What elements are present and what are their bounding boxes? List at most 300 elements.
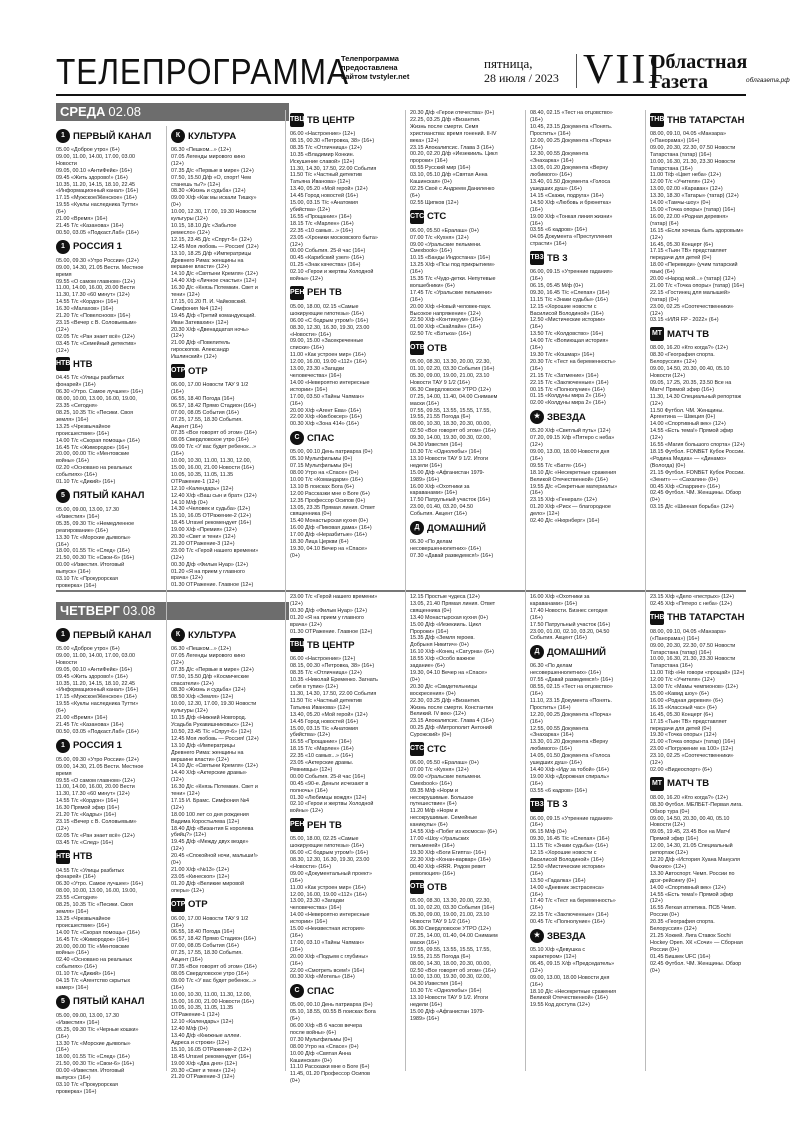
program-listing: 05.10, 18.55, 00.55 В поисках Бога (6+) (290, 1009, 376, 1023)
program-listing: 01.10 Т/с «Дикий» (16+) (56, 479, 116, 486)
program-listing: 10.00 Д/ф «Святая Анна Кашинская» (0+) (290, 1050, 352, 1064)
program-listing: 02.10 «Герои и жертвы Холодной войны» (12+) (290, 269, 374, 283)
channel-header (530, 928, 618, 944)
channel-name: КУЛЬТУРА (188, 130, 237, 142)
program-listing: 02.45 Футбол. ЧМ. Женщины. Обзор (0+) (650, 960, 742, 974)
program-listing: 01.25 «Знак качества» (16+) (290, 262, 361, 269)
program-listing: 12.00, 16.00, 19.00 «112» (16+) (290, 891, 367, 898)
program-listing: 17.00 «Шоу «Уральских пельменей» (16+) (410, 836, 469, 849)
program-listing: 21.50, 00.30 Т/с «Свои-6» (16+) (56, 555, 135, 562)
program-listing: 08.30 «География спорта. Белоруссия» (12+) (650, 352, 715, 366)
program-listing: 14.00 «Спортивный век» (12+) (650, 884, 726, 891)
program-listing: 23.05 «Кинескоп» (12+) (171, 873, 230, 880)
channel-name: СТС (427, 743, 447, 755)
channel-block (171, 363, 259, 589)
program-listing: 08.15, 00.30 «Петровка, 38» (16+) (290, 663, 375, 670)
program-listing: 09.05, 17.25, 20.35, 23.50 Все на Матч! Прямой эфир (16+) (650, 379, 732, 393)
program-listing: 13.40 Д/ф «Книжные аллеи. Адреса и строки» (12+) (171, 1033, 241, 1046)
channel-name: КУЛЬТУРА (188, 629, 237, 641)
program-listing: 20.00 «Народ мой...» (татар) (12+) (650, 276, 736, 283)
program-listing: 14.00 «Невероятно интересные истории» (16+) (290, 379, 370, 393)
program-listing: 07.55, 09.55, 13.55, 15.55, 17.55, 19.55, 21.55 Погода (6+) (410, 946, 491, 960)
program-listing: 19.30 Т/с «Кошмар» (16+) (530, 352, 595, 358)
program-listing: 07.50, 15.50 Д/ф «О, спорт! Чем станешь ты?» (12+) (171, 174, 251, 188)
program-listing: 20.00, 00.00 Т/с «Ментовские войны» (16+) (56, 451, 130, 465)
program-listing: 08.30 «Жизнь и судьба» (12+) (171, 687, 246, 694)
channel-logo-icon: ★ (530, 410, 544, 424)
program-listing: 17.15, 01.20 П. И. Чайковский. Симфония №4 (12+) (171, 298, 247, 312)
program-listing: 16.45, 05.30 Концерт (6+) (650, 711, 714, 718)
program-listing: 09.00, 15.00 «Засекреченные списки» (16+) (290, 338, 364, 352)
program-listing: 00.45 Х/ф «Спарринг» (16+) (650, 483, 721, 490)
program-listing: 21.20 ОТРажение-3 (12+) (171, 540, 235, 547)
column-rule (645, 110, 646, 1071)
program-listing: 01.20 Х/ф «Риск — благородное дело» (12+) (530, 504, 611, 518)
day-separator (56, 590, 746, 592)
program-listing: 09.00, 20.30, 22.30, 07.50 Новости Татарстана (татар) (16+) (650, 642, 736, 656)
program-listing: 12.15 «Хорошие новости с Василисой Володиной» (16+) (530, 850, 604, 863)
program-listing: 07.35 Д/с «Первые в мире» (12+) (171, 167, 254, 174)
program-listing: 19.55 «Куклы наследника Тутти» (6+) (56, 202, 139, 216)
program-listing: 23.00 Т/с «Герой нашего времени» (12+) (171, 547, 259, 561)
channel-name: ДОМАШНИЙ (427, 522, 486, 534)
channel-logo-icon: СТС (410, 742, 424, 756)
program-listing: 11.20 М/ф «Норм и несокрушимые. Семейные каникулы» (6+) (410, 808, 478, 829)
program-listing: 00.40 Х/ф «RRR. Рядом ревет революция» (16+) (410, 863, 486, 877)
program-listing: 21.00 «Точка опоры» (татар) (16+) (650, 739, 736, 746)
channel-logo-icon: ОТВ (410, 341, 424, 355)
program-listing: 00.50, 03.05 «Подкаст.Лаб» (16+) (56, 728, 139, 735)
program-listing: 16.45 Т/с «Жимородок» (16+) (56, 936, 130, 943)
program-listing: 14.05, 01.50 Документа «Голоса ушедших душ» (16+) (530, 753, 611, 767)
program-listing: 11.30, 14.30, 17.50, 22.00 События (290, 690, 377, 697)
channel-logo-icon: С (290, 984, 304, 998)
program-listing: 02.00 «Колдуны мира 2» (16+) (530, 400, 606, 407)
program-listing: 02.55 Щипков (12+) (410, 199, 459, 206)
channel-name: ОТР (188, 365, 208, 377)
program-listing: 14.10 Д/с «Святыни Кремля» (12+) (171, 271, 258, 278)
channel-header (530, 644, 618, 660)
channel-block (290, 594, 378, 635)
program-listing: 14.00 Т/с «Скорая помощь» (16+) (56, 437, 140, 444)
channel-name: ТВ 3 (547, 799, 568, 811)
program-listing: 11.00 «Как устроен мир» (16+) (290, 884, 366, 891)
channel-logo-icon: ТНВ (650, 113, 664, 127)
program-listing: 18.55 Х/ф «Особо важное задание» (6+) (410, 656, 475, 670)
program-listing: 00.30 Д/ф «Фильм Нуар» (12+) (171, 561, 249, 568)
brand-line1: Областная (650, 51, 748, 73)
program-listing: 18.15 Т/с «Марлен» (16+) (290, 220, 354, 227)
channel-block (290, 983, 378, 1085)
program-listing: 19.45 Д/ф «Между двух везде» (12+) (171, 839, 249, 853)
program-listing: 05.30, 09.00, 19.00, 21.00, 23.10 Новости ТАУ 9 1/2 (16+) (410, 373, 490, 386)
channel-header (290, 637, 378, 653)
channel-header (56, 849, 144, 865)
program-listing: 13.50 Т/с «Колдовство» (16+) (530, 331, 604, 338)
channel-block (530, 594, 618, 642)
channel-header (56, 239, 144, 255)
issue-date (484, 56, 559, 86)
channel-header (171, 627, 259, 643)
program-listing: 11.00 «Как устроен мир» (16+) (290, 352, 366, 359)
channel-logo-icon: Д (530, 645, 544, 659)
program-listing: 19.00 Х/ф «Два дня» (12+) (171, 1060, 238, 1067)
program-listing: 11.00 Т/ф «Не говори «прощай» (12+) (650, 670, 745, 677)
program-listing: 09.35 М/ф «Норм и несокрушимые. Большое путешествие» (6+) (410, 787, 474, 808)
channel-header (290, 817, 378, 833)
program-listing: 13.30, 01.20 Документа «Верну любимого» (16+) (530, 739, 609, 753)
program-listing: 15.00 Д/ф «Иезекииль. Цикл Пророки» (16+) (410, 621, 482, 635)
day-date: 02.08 (108, 104, 141, 119)
program-listing: 14.55 «Есть тема!» Прямой эфир (12+) (650, 891, 734, 905)
brand-line2: Газета (650, 71, 708, 93)
program-listing: 17.15 «Тьин ТВ» представляет передачи для детей (0+) (650, 248, 727, 262)
program-listing: 12.45 Моя любовь — Россия! (12+) (171, 243, 259, 250)
program-listing: 11.15 Т/с «Знаки судьбы» (16+) (530, 843, 609, 850)
channel-name: ТВ ЦЕНТР (307, 114, 355, 126)
program-listing: 01.30 «Любимцы вождя» (12+) (290, 794, 367, 801)
program-listing: 05.00, 18.00, 02.15 «Самые шокирующие гипотезы» (16+) (290, 303, 364, 317)
program-listing: 21.15 Т/с «Затмение» (16+) (530, 372, 599, 379)
program-listing: 03.45 Т/с «Семейный детектив» (12+) (56, 340, 137, 354)
program-listing: 04.45 Т/с «Улицы разбитых фонарей» (16+) (56, 375, 125, 389)
channel-block (410, 520, 498, 560)
program-listing: 13.10 Новости ТАУ 9 1/2. Итоги недели (16+) (410, 995, 488, 1009)
program-listing: 01.10 Т/с «Дикий» (16+) (56, 971, 116, 978)
channel-block (290, 430, 378, 560)
program-listing: 09.05, 19.45, 23.45 Все на Матч! Прямой эфир (16+) (650, 829, 731, 843)
program-listing: 17.50 Патрульный участок (16+) (410, 497, 491, 504)
thursday-col-6 (650, 594, 746, 1075)
program-listing: 12.00, 16.00, 19.00 «112» (16+) (290, 359, 367, 366)
program-listing: 14.30 «Человек и судьба» (12+) (171, 506, 251, 513)
program-listing: 14.10 М/ф (0+) (171, 499, 208, 506)
thursday-col-3 (290, 594, 378, 1085)
program-listing: 13.05, 01.20 Документа «Верну любимого» (16+) (530, 165, 609, 179)
program-listing: 18.00 100 лет со дня рождения Вадима Коростылева (12+) (171, 811, 249, 825)
channel-logo-icon: СТС (410, 210, 424, 224)
channel-name: ТНВ ТАТАРСТАН (667, 114, 745, 126)
program-listing: 00.45 «90-е. Деньги исчезают в полночь» (16+) (290, 780, 369, 794)
channel-block (410, 741, 498, 877)
channel-logo-icon: МТ (650, 777, 664, 791)
channel-name: ПЕРВЫЙ КАНАЛ (73, 130, 152, 142)
day-bar-thursday (56, 602, 289, 620)
program-listing: 09.45 «Жить здорово!» (16+) (56, 174, 128, 181)
channel-header (56, 356, 144, 372)
channel-block (650, 326, 746, 511)
program-listing: 10.35 «Николай Еременко. Загнать себя в тупик» (12+) (290, 677, 378, 691)
program-listing: 00.25 Д/ф «Митрополит Антоний Сурожский» (0+) (410, 725, 492, 739)
program-listing: 07.00, 08.05 События (16+) (171, 943, 239, 950)
program-listing: 16.15 «Классный час» (6+) (650, 704, 717, 711)
channel-block (530, 797, 618, 927)
channel-header (290, 983, 378, 999)
program-listing: 11.15 Т/с «Знаки судьбы» (16+) (530, 296, 609, 303)
program-listing: 11.30, 17.30 «60 минут» (12+) (56, 292, 130, 299)
channel-header (530, 250, 618, 266)
channel-name: ОТВ (427, 342, 448, 354)
program-listing: 09.05, 00.10 «АнтиФейк» (16+) (56, 666, 133, 673)
program-listing: 05.00, 08.30, 13.30, 20.00, 22.30, 01.10, 02.20, 03.30 События (16+) (410, 898, 495, 912)
program-listing: 06.00, 09.15 «Утренние гадания» (16+) (530, 269, 613, 283)
channel-block (410, 594, 498, 739)
channel-header (410, 879, 498, 895)
program-listing: 00.50, 03.05 «Подкаст.Лаб» (16+) (56, 229, 139, 236)
channel-header (171, 897, 259, 913)
program-listing: 00.30 Д/ф «Фильм Нуар» (12+) (290, 607, 368, 614)
program-listing: 22.15 «Гостинец для малышей» (татар) (0+) (650, 289, 731, 303)
program-listing: 23.00, 02.25 «Соотечественники» (12+) (650, 303, 734, 317)
channel-block (410, 209, 498, 339)
channel-block (410, 110, 498, 207)
program-listing: 09.00 «Уральские пельмени. Смехbook» (16+) (410, 241, 482, 255)
wednesday-col-5 (530, 110, 618, 586)
program-listing: 10.15 «Банды Индостана» (16+) (410, 255, 491, 262)
program-listing: 09.00, 14.30, 21.05 Вести. Местное время (56, 264, 144, 278)
program-listing: 14.40 Х/ф «Личное счастье» (12+) (171, 278, 257, 285)
channel-block (530, 644, 618, 794)
program-listing: 01.30 ОТРажение. Главное (12+) (171, 582, 254, 589)
program-listing: 20.30 «Свет и тени» (12+) (171, 1067, 236, 1074)
thursday-col-2 (171, 625, 259, 1081)
program-listing: 03.10, 05.10 Д/ф «Святая Анна Кашинская» (0+) (410, 172, 488, 186)
program-listing: 12.50 «Мистические истории» (16+) (530, 317, 606, 331)
channel-header (650, 112, 746, 128)
channel-header (56, 738, 144, 754)
program-listing: 07.05 Легенды мирового кино (12+) (171, 652, 246, 666)
program-listing: 19.00 Х/ф «Дорожная спираль» (16+) (530, 773, 610, 787)
program-listing: 14.10 Д/с «Святыни Кремля» (12+) (171, 763, 258, 770)
program-listing: 08.05 Свердловское утро (16+) (171, 970, 249, 977)
program-listing: 10.35 «Владимир Конкин. Искушение славой» (12+) (290, 151, 355, 165)
channel-block (530, 409, 618, 525)
program-listing: 21.25 Хоккей. Лига Ставок Sochi Hockey Open. ХК «Сочи» — Сборная России (0+) (650, 932, 743, 953)
program-listing: 23.15 Апокалипсис. Глава 4 (16+) (410, 718, 494, 725)
channel-logo-icon: 1 (56, 739, 70, 753)
channel-name: ПЯТЫЙ КАНАЛ (73, 996, 145, 1008)
program-listing: 15.00 «Кавид шоу» (6+) (650, 690, 709, 697)
program-listing: 02.00 «Видеоспорт» (6+) (650, 766, 712, 773)
channel-name: ЗВЕЗДА (547, 930, 586, 942)
channel-logo-icon: НТВ (56, 850, 70, 864)
channel-block (56, 627, 152, 736)
program-listing: 03.55 «6 кадров» (16+) (530, 787, 588, 794)
program-listing: 11.00 Т/ф «Цвет неба» (12+) (650, 172, 721, 179)
program-listing: 09.00, 14.50, 20.30, 00.40, 05.10 Новости (12+) (650, 815, 730, 829)
program-listing: 21.00 «Время» (16+) (56, 715, 108, 722)
channel-block (171, 627, 259, 895)
program-listing: 01.30 ОТРажение. Главное (12+) (290, 628, 373, 635)
thursday-col-4 (410, 594, 498, 1075)
program-listing: 08.00 Утро на «Спасе» (0+) (290, 1043, 359, 1050)
program-listing: 00.20, 02.20 Д/ф «Иезекииль. Цикл пророки» (16+) (410, 151, 498, 165)
program-listing: 00.45 Т/с «Полнолуние» (16+) (530, 919, 605, 926)
program-listing: 05.30, 09.00, 19.00, 21.00, 23.10 Новости ТАУ 9 1/2 (16+) (410, 912, 490, 926)
channel-block (56, 356, 144, 486)
program-listing: 18.40 Д/ф «Византия Е королева убийц?» (12+) (171, 825, 254, 839)
channel-header (56, 488, 144, 504)
program-listing: 11.30, 17.30 «60 минут» (12+) (56, 791, 130, 798)
program-listing: 12.00, 00.25 Документа «Порча» (16+) (530, 137, 612, 151)
channel-block (56, 849, 144, 992)
program-listing: 06.30 «Пешком...» (12+) (171, 646, 232, 652)
program-listing: 21.15 Футбол. FONBET Кубок России. «Зенит» — «Сахалин» (0+) (650, 469, 745, 483)
program-listing: 06.30 Свердловское УТРО (12+) (410, 926, 491, 933)
program-listing: 17.00 Д/ф «Неразбитые» (16+) (290, 532, 367, 539)
program-listing: 10.00, 10.30, 11.00, 11.30, 12.00, 15.00, 16.00, 21.00 Новости (16+) (171, 458, 255, 471)
program-listing: 06.00 Х/ф «В 6 часов вечера после войны» (6+) (290, 1023, 362, 1036)
program-listing: 21.00 Х/ф «№13» (12+) (171, 867, 230, 873)
program-listing: 12.00 Т/с «Учителя» (12+) (650, 179, 715, 186)
program-listing: 15.10, 16.05 ОТРажение-2 (12+) (171, 513, 251, 520)
program-listing: 07.00 Т/с «Кухня» (12+) (410, 234, 469, 241)
masthead (56, 47, 790, 93)
program-listing: 00.30 Х/ф «Мотель» (18+) (290, 974, 355, 981)
program-listing: 03.15 «ИЛЯ FP - 2022» (6+) (650, 317, 719, 324)
program-listing: 14.00 «Тамчы-шоу» (0+) (650, 200, 711, 207)
program-listing: 13.00, 02.00 «Караван» (12+) (650, 186, 723, 193)
channel-logo-icon: ОТР (171, 364, 185, 378)
program-listing: 06.15 М/ф (0+) (530, 829, 567, 836)
program-listing: 23.00, 01.40, 03.20, 04.50 События. Акцент (16+) (410, 504, 473, 518)
program-listing: 07.55 «Давай разведемся!» (16+) (530, 677, 614, 684)
channel-block (290, 817, 378, 981)
program-listing: 00.30 Х/ф «Зона 414» (16+) (290, 421, 359, 428)
program-listing: 08.25, 10.35 Т/с «Песики. Своя земля» (16+) (56, 410, 134, 423)
program-listing: 18.45 Urravel рекомендует (16+) (171, 520, 252, 527)
channel-name: ТНВ ТАТАРСТАН (667, 612, 745, 624)
channel-name: МАТЧ ТВ (667, 328, 710, 340)
program-listing: 07.55, 09.55, 13.55, 15.55, 17.55, 19.55, 21.55 Погода (6+) (410, 407, 491, 421)
program-listing: 21.00 Д/ф «Повелитель гироскопов. Александр Ишлинский» (12+) (171, 340, 230, 361)
program-listing: 07.25, 14.00, 01.40, 04.00 Снимаем маски (16+) (410, 932, 498, 946)
program-listing: 10.15, 18.10 Д/с «Забытое ремесло» (12+) (171, 222, 237, 236)
channel-header (650, 776, 746, 792)
program-listing: 22.00 «Смотреть всем!» (16+) (290, 967, 365, 974)
program-listing: 05.00, 09.30 «Утро России» (12+) (56, 756, 139, 763)
program-listing: 17.15 «Мужское/Женское» (16+) (56, 694, 137, 701)
program-listing: 10.00 Т/с «Командарм» (16+) (290, 476, 363, 483)
channel-logo-icon: РЕН (290, 286, 304, 300)
program-listing: 04.05 Документа «Преступления страсти» (16+) (530, 234, 613, 248)
channel-header (56, 627, 152, 643)
program-listing: 09.00, 13.00, 18.00 Новости дня (16+) (530, 974, 610, 988)
program-listing: 15.00, 03.15 Т/с «Анатомия убийства» (12+) (290, 725, 358, 739)
channel-logo-icon: НТВ (56, 357, 70, 371)
channel-logo-icon: ТВ3 (530, 251, 544, 265)
program-listing: 12.15, 23.45 Д/с «Спрут-5» (12+) (171, 236, 252, 243)
program-listing: 23.15 «Вечер с В. Соловьевым» (12+) (56, 319, 137, 333)
channel-block (56, 128, 152, 237)
day-name: СРЕДА (60, 104, 106, 119)
program-listing: 10.35, 11.20, 14.15, 18.10, 22.45 «Информационный канал» (16+) (56, 181, 139, 195)
program-listing: 15.40 Монастырская кухня (0+) (290, 518, 369, 525)
program-listing: 15.00, 03.15 Т/с «Анатомия убийства» (12+) (290, 200, 358, 213)
column-rule (285, 110, 286, 1071)
program-listing: 14.00 Т/с «Вопиющая история» (16+) (530, 338, 609, 352)
program-listing: 20.00, 00.00 Т/с «Ментовские войны» (16+) (56, 943, 130, 957)
issue-date-text: 28 июля / 2023 (484, 71, 559, 85)
program-listing: 07.20, 09.15 Х/ф «Пятеро с неба» (12+) (530, 435, 615, 449)
program-listing: 09.00, 11.00, 14.00, 17.00, 03.00 Новости (56, 153, 136, 167)
program-listing: 02.25 Своё с Андреем Даниленко (6+) (410, 185, 495, 199)
program-listing: 11.00, 14.00, 16.00, 20.00 Вести (56, 285, 135, 292)
program-listing: 07.35 Д/с «Первые в мире» (12+) (171, 666, 254, 673)
channel-logo-icon: ОТР (171, 898, 185, 912)
channel-header (530, 409, 618, 425)
program-listing: 21.20 Т/с «Повелсноов» (16+) (56, 313, 131, 320)
channel-logo-icon: 1 (56, 628, 70, 642)
program-listing: 09.55 «О самом главном» (12+) (56, 777, 136, 784)
channel-name: РОССИЯ 1 (73, 740, 122, 752)
program-listing: 12.45 Моя любовь — Россия! (12+) (171, 735, 259, 742)
program-listing: 09.00 «Уральские пельмени. Смехbook» (16+) (410, 773, 482, 787)
program-listing: 06.00 «С бодрым утром!» (16+) (290, 850, 369, 857)
program-listing: 17.15 И. Брамс. Симфония №4 (12+) (171, 797, 250, 811)
program-listing: 07.25, 17.55, 18.30 События. Акцент (16+) (171, 950, 243, 964)
program-listing: 20.30 «Свет и тени» (12+) (171, 534, 236, 541)
program-listing: 01.20 «Я на прием у главного врача» (12+) (171, 568, 245, 582)
program-listing: 08.15, 00.30 «Петровка, 38» (16+) (290, 137, 375, 144)
program-listing: 21.00 «Время» (16+) (56, 216, 108, 223)
channel-header (56, 994, 144, 1010)
program-listing: 17.45 Т/с «Уральские пельмени» (16+) (410, 289, 493, 303)
program-listing: 15.00 «Точка опоры» (татар) (16+) (650, 206, 736, 213)
program-listing: 18.00, 01.55 Т/с «След» (16+) (56, 548, 130, 555)
channel-block (410, 879, 498, 1022)
program-listing: 20.30 Т/с «Тест на беременность» (16+) (530, 358, 616, 372)
column-rule (525, 110, 526, 1071)
program-listing: 07.05 Легенды мирового кино (12+) (171, 153, 246, 167)
program-listing: 11.50 Т/с «Частный детектив Татьяна Иванова» (12+) (290, 697, 362, 711)
program-listing: 05.10 Мультфильмы (0+) (290, 456, 353, 463)
program-listing: 06.00 «Настроение» (12+) (290, 656, 356, 663)
program-listing: 10.00, 12.30, 17.00, 19.30 Новости культуры (12+) (171, 209, 257, 223)
program-listing: 09.05, 00.10 «АнтиФейк» (16+) (56, 167, 133, 174)
program-listing: 13.25 «Чрезвычайное происшествие» (16+) (56, 423, 111, 437)
program-listing: 20.30 Д/ф «Герои отечества» (0+) (410, 110, 495, 116)
channel-logo-icon: ТВЦ (290, 113, 304, 127)
program-listing: 20.45 «Спокойной ночи, малыши!» (0+) (171, 853, 258, 867)
program-listing: 13.30 Т/с «Морские дьяволы» (16+) (56, 534, 131, 548)
program-listing: 13.00, 23.30 «Загадки человечества» (16+) (290, 366, 345, 379)
program-listing: 13.50 «Гадалка» (16+) (530, 877, 586, 884)
program-listing: 16.00 Х/ф «Охотники за караванами» (16+) (530, 594, 590, 607)
program-listing: 12.15 «Хорошие новости с Василисой Володиной» (16+) (530, 303, 604, 317)
channel-name: РОССИЯ 1 (73, 241, 122, 253)
section-title: ТЕЛЕПРОГРАММА (56, 51, 349, 92)
program-listing: 05.00, 08.30, 13.30, 20.00, 22.30, 01.10, 02.20, 03.30 События (16+) (410, 359, 495, 373)
program-listing: 22.00 Х/ф «Кикбоксер» (16+) (290, 414, 363, 421)
program-listing: 05.00, 09.00, 13.00, 17.30 «Известия» (16+) (56, 506, 119, 520)
program-listing: 02.05 Т/с «Ран знает всё» (12+) (56, 333, 135, 340)
program-listing: 16.45 Т/с «Жимородок» (16+) (56, 444, 130, 451)
program-listing: 09.00, 14.50, 20.30, 00.40, 05.10 Новости (12+) (650, 366, 730, 379)
program-listing: 03.55 «6 кадров» (16+) (530, 227, 588, 234)
program-listing: 10.15 Д/ф «Нижний Новгород. Усадьба Рукавишниковых» (12+) (171, 715, 254, 728)
program-listing: 07.35 «Все говорят об этом» (16+) (171, 430, 257, 437)
program-listing: 18.15 Т/с «Марлен» (16+) (290, 746, 354, 753)
program-listing: 05.00, 00.10 День патриарха (0+) (290, 1002, 373, 1009)
program-listing: 01.20 «Я на прием у главного врача» (12+) (290, 614, 364, 628)
channel-name: НТВ (73, 851, 93, 863)
program-listing: 09.00, 20.30, 22.30, 07.50 Новости Татарстана (татар) (16+) (650, 144, 736, 158)
program-listing: 02.40 «Основано на реальных событиях» (16+) (56, 957, 133, 971)
program-listing: 16.30 Прямой эфир (16+) (56, 805, 120, 812)
program-listing: 13.05, 23.35 Прямая линия. Ответ священника (0+) (290, 504, 376, 518)
program-listing: 07.15 Мультфильмы (0+) (290, 463, 353, 470)
